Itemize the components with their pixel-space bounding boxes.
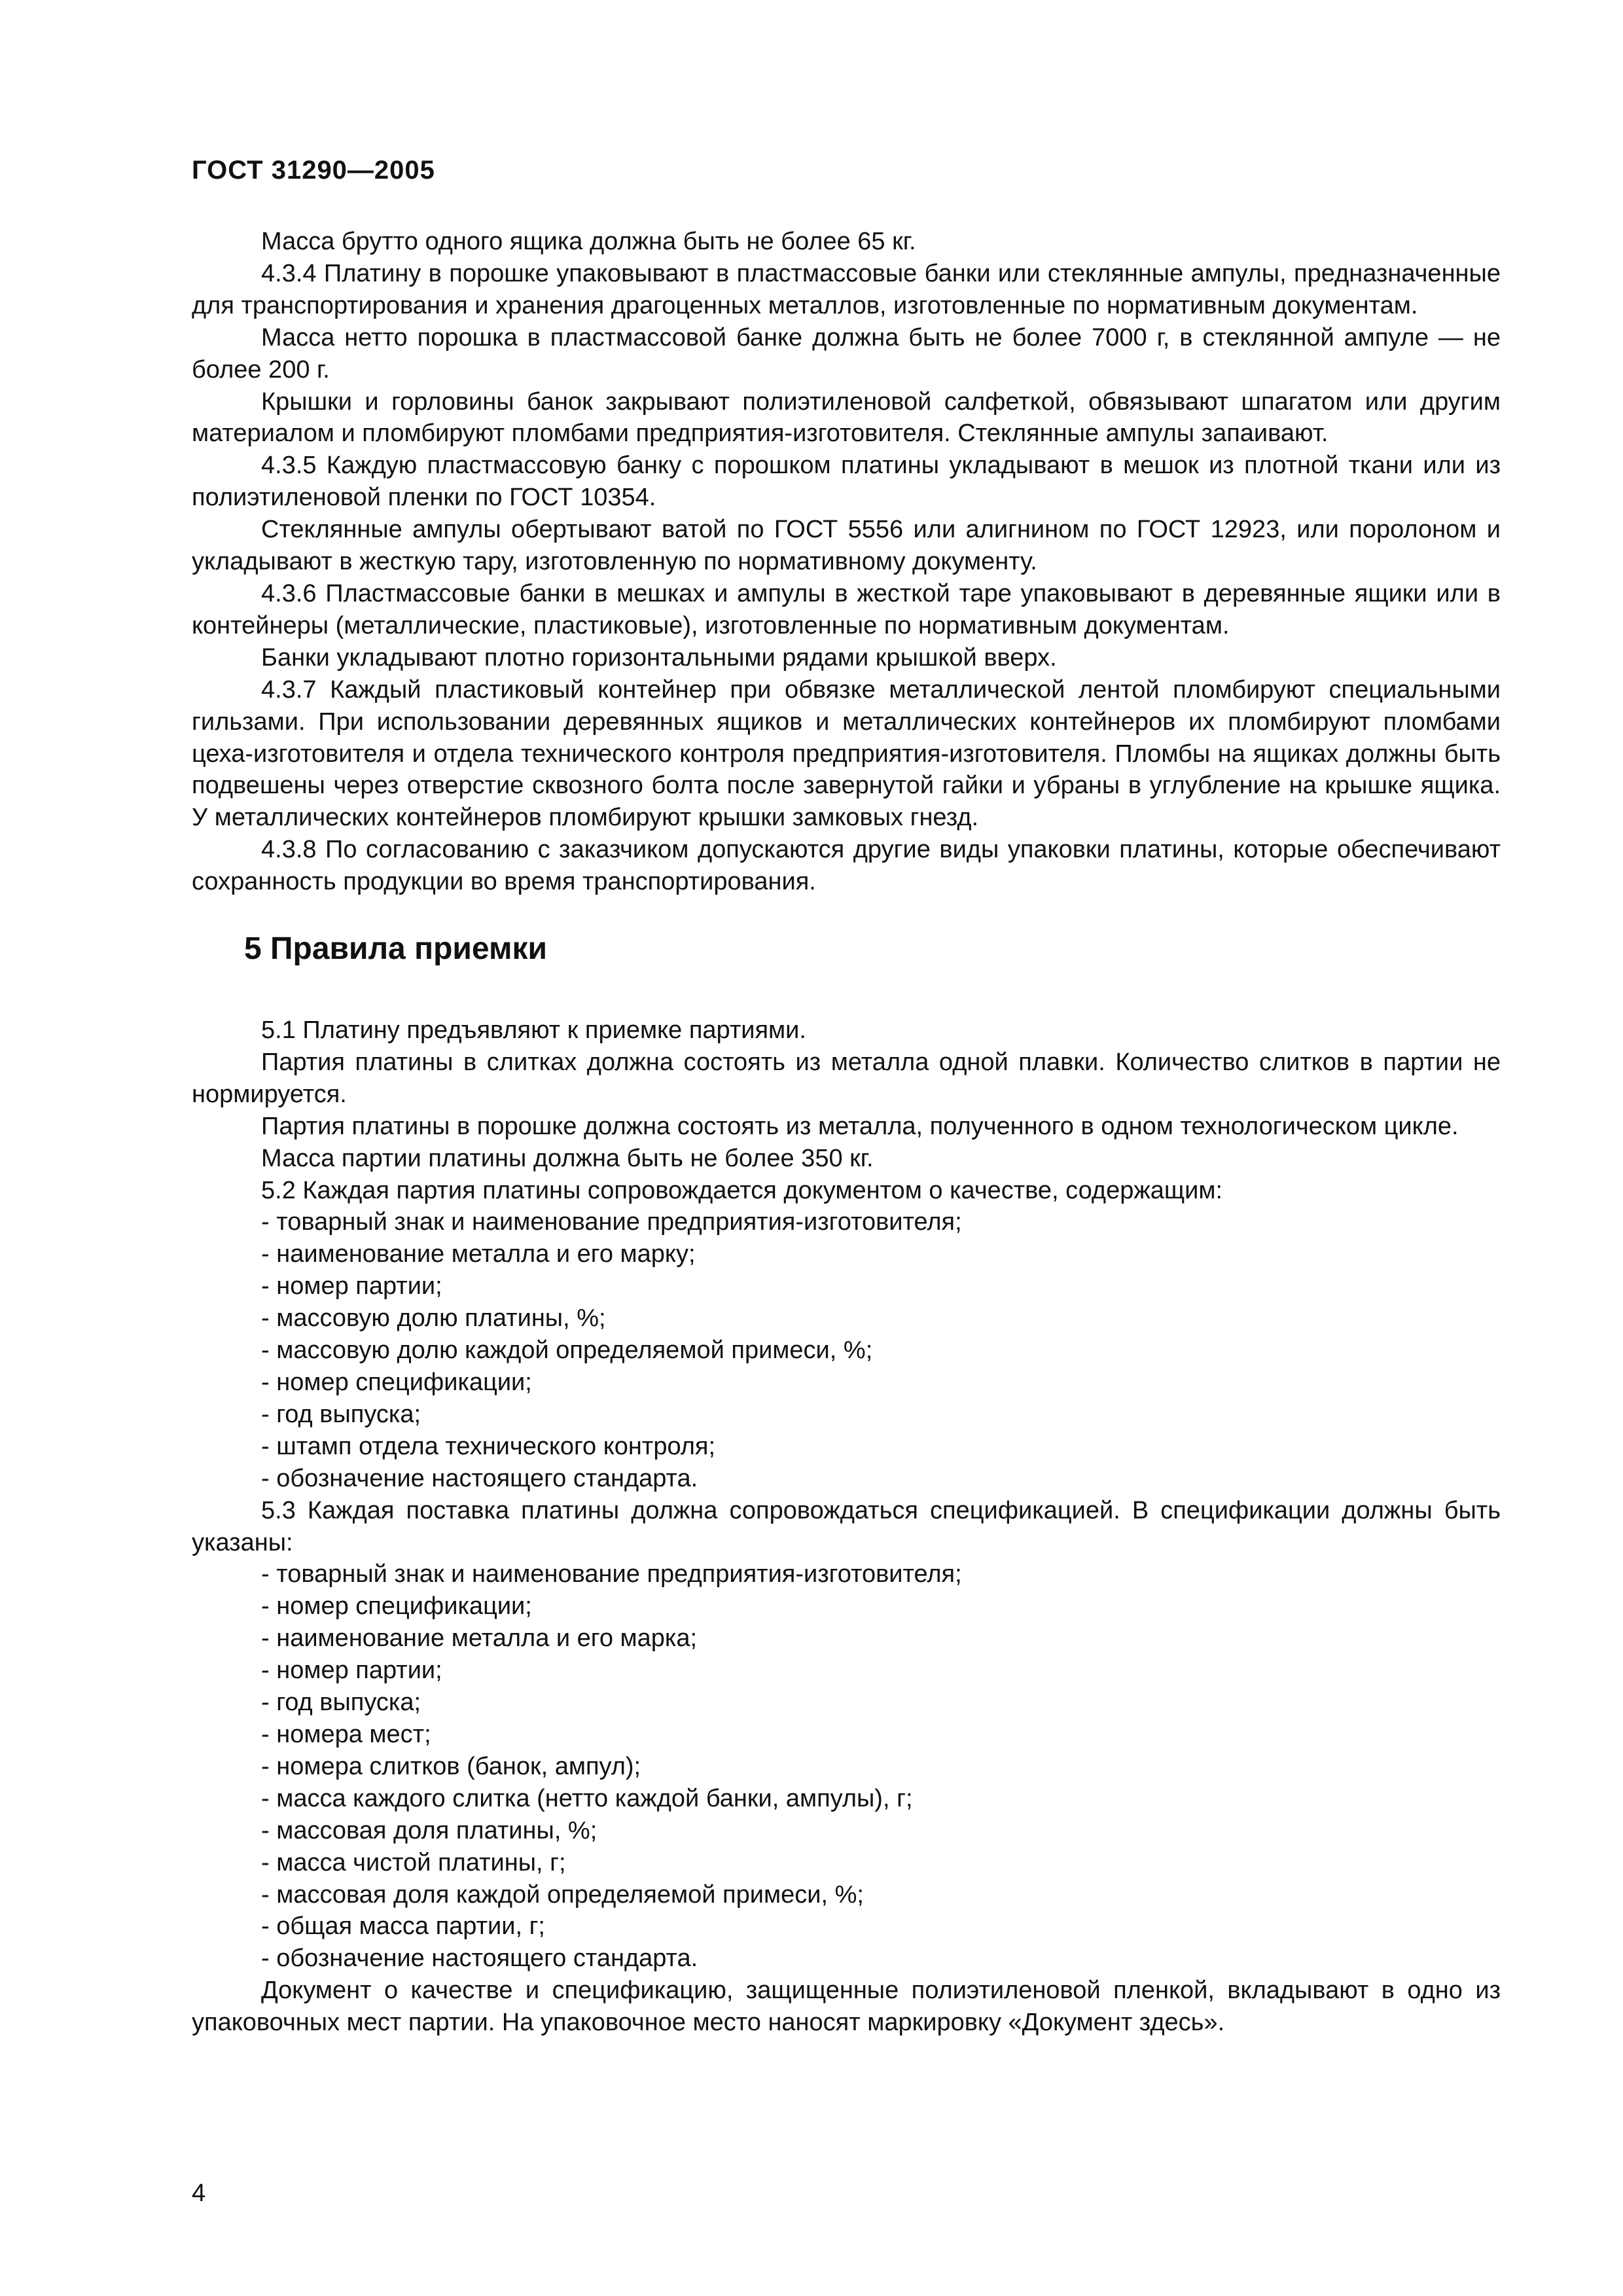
paragraph-lids: Крышки и горловины банок закрывают полиэтиленовой салфеткой, обвязывают шпагатом или другим материалом и пломбируют пломбами предприятия-изготовителя. Стеклянные ампулы запаивают. [192,387,1501,448]
page-content [192,226,1501,2039]
list-item: - год выпуска; [261,1400,421,1428]
list-item: - товарный знак и наименование предприятия-изготовителя; [261,1208,962,1236]
list-item: - массовую долю платины, %; [261,1304,606,1333]
list-item: - массовую долю каждой определяемой примеси, %; [261,1336,873,1365]
list-quality-document [192,1206,1501,1494]
list-item: - год выпуска; [261,1689,421,1717]
paragraph-batch-mass: Масса партии платины должна быть не более 350 кг. [261,1144,874,1172]
list-item: - наименование металла и его марку; [261,1240,696,1268]
paragraph-gross-mass: Масса брутто одного ящика должна быть не более 65 кг. [261,228,916,255]
list-item: - общая масса партии, г; [261,1912,545,1941]
list-item: - номер спецификации; [261,1369,532,1396]
list-item: - номера слитков (банок, ампул); [261,1752,641,1780]
paragraph-5-2: 5.2 Каждая партия платины сопровождается документом о качестве, содержащим: [261,1176,1223,1204]
paragraph-jars-stacking: Банки укладывают плотно горизонтальными рядами крышкой вверх. [261,643,1057,672]
list-item: - товарный знак и наименование предприятия-изготовителя; [261,1560,962,1588]
list-item: - массовая доля платины, %; [261,1816,597,1844]
paragraph-5-3: 5.3 Каждая поставка платины должна сопровождаться спецификацией. В спецификации должны быть указаны: [192,1496,1501,1556]
list-item: - наименование металла и его марка; [261,1624,698,1653]
paragraph-5-1: 5.1 Платину предъявляют к приемке партиями. [261,1016,806,1045]
list-item: - обозначение настоящего стандарта. [261,1464,698,1492]
paragraph-ampoules-wrapping: Стеклянные ампулы обертывают ватой по ГОСТ 5556 или алигнином по ГОСТ 12923, или поролоном и укладывают в жесткую тару, изготовленную по нормативному документу. [192,516,1501,576]
document-code-header: ГОСТ 31290—2005 [192,156,435,185]
paragraph-net-mass: Масса нетто порошка в пластмассовой банке должна быть не более 7000 г, в стеклянной ампуле — не более 200 г. [192,323,1501,384]
paragraph-4-3-7: 4.3.7 Каждый пластиковый контейнер при обвязке металлической лентой пломбируют специальными гильзами. При использовании деревянных ящиков и металлических контейнеров их пломбируют пломбами цеха-изготовителя и отдела технического контроля предприятия-изготовителя. Пломбы на ящиках должны быть подвешены через отверстие сквозного болта после завернутой гайки и убраны в углубление на крышке ящика. У металлических контейнеров пломбируют крышки замковых гнезд. [192,675,1501,832]
paragraph-4-3-8: 4.3.8 По согласованию с заказчиком допускаются другие виды упаковки платины, которые обеспечивают сохранность продукции во время транспортирования. [192,836,1501,896]
list-item: - номер партии; [261,1657,442,1685]
list-item: - масса чистой платины, г; [261,1848,566,1876]
list-item: - массовая доля каждой определяемой примеси, %; [261,1880,864,1909]
section-5-title: 5 Правила приемки [244,931,548,967]
paragraph-powder-batch: Партия платины в порошке должна состоять из металла, полученного в одном технологическом цикле. [261,1112,1459,1140]
list-item: - штамп отдела технического контроля; [261,1432,716,1460]
list-specification [192,1558,1501,1975]
paragraph-4-3-4: 4.3.4 Платину в порошке упаковывают в пластмассовые банки или стеклянные ампулы, предназначенные для транспортирования и хранения драгоценных металлов, изготовленные по нормативным документам. [192,259,1501,319]
page-number: 4 [192,2179,206,2207]
paragraph-document-here: Документ о качестве и спецификацию, защищенные полиэтиленовой пленкой, вкладывают в одно из упаковочных мест партии. На упаковочное место наносят маркировку «Документ здесь». [192,1977,1501,2037]
list-item: - номер спецификации; [261,1592,532,1621]
list-item: - номера мест; [261,1720,431,1748]
list-item: - номер партии; [261,1272,442,1300]
list-item: - масса каждого слитка (нетто каждой банки, ампулы), г; [261,1784,913,1812]
paragraph-ingot-batch: Партия платины в слитках должна состоять из металла одной плавки. Количество слитков в партии не нормируется. [192,1048,1501,1108]
paragraph-4-3-6: 4.3.6 Пластмассовые банки в мешках и ампулы в жесткой таре упаковывают в деревянные ящики или в контейнеры (металлические, пластиковые), изготовленные по нормативным документам. [192,579,1501,639]
list-item: - обозначение настоящего стандарта. [261,1945,698,1973]
paragraph-4-3-5: 4.3.5 Каждую пластмассовую банку с порошком платины укладывают в мешок из плотной ткани или из полиэтиленовой пленки по ГОСТ 10354. [192,452,1501,512]
